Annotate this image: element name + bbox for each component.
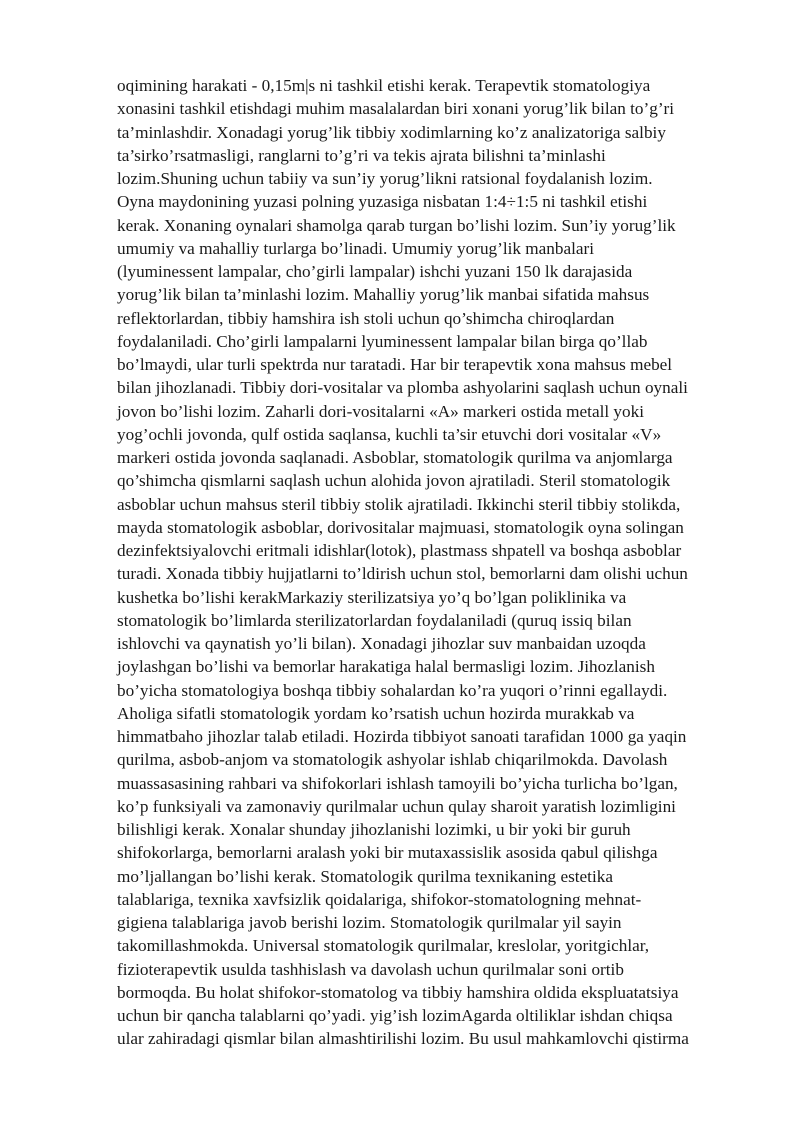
text-line: lozim.Shuning uchun tabiiy va sun’iy yorug’likni ratsional foydalanish lozim. [117,169,653,188]
text-line: yorug’lik bilan ta’minlashi lozim. Mahalliy yorug’lik manbai sifatida mahsus [117,285,650,305]
text-line: takomillashmokda. Universal stomatologik qurilmalar, kreslolar, yoritgichlar, [117,936,650,956]
text-line: bo’lmaydi, ular turli spektrda nur taratadi. Har bir terapevtik xona mahsus mebel [117,355,673,374]
text-line: mo’ljallangan bo’lishi kerak. Stomatologik qurilma texnikaning estetika [117,866,613,886]
text-line: muassasasining rahbari va shifokorlari ishlash tamoyili bo’yicha turlicha bo’lgan, [117,773,678,793]
text-line: bilan jihozlanadi. Tibbiy dori-vositalar va plomba ashyolarini saqlash uchun oynali [117,378,688,398]
text-line: qurilma, asbob-anjom va stomatologik ashyolar ishlab chiqarilmokda. Davolash [117,750,668,770]
text-line: xonasini tashkil etishdagi muhim masalalardan biri xonani yorug’lik bilan to’g’ri [117,99,675,119]
text-line: jovon bo’lishi lozim. Zaharli dori-vositalarni «A» markeri ostida metall yoki [117,401,644,421]
text-line: dezinfektsiyalovchi eritmali idishlar(lotok), plastmass shpatell va boshqa asboblar [117,541,682,560]
text-line: umumiy va mahalliy turlarga bo’linadi. Umumiy yorug’lik manbalari [117,238,595,258]
text-line: Oyna maydonining yuzasi polning yuzasiga nisbatan 1:4÷1:5 ni tashkil etishi [117,192,648,212]
text-line: foydalaniladi. Cho’girli lampalarni lyuminessent lampalar bilan birga qo’llab [117,331,648,351]
text-line: markeri ostida jovonda saqlanadi. Asboblar, stomatologik qurilma va anjomlarga [117,448,673,467]
text-line: ular zahiradagi qismlar bilan almashtirilishi lozim. Bu usul mahkamlovchi qistirma [117,1029,689,1049]
text-line: yog’ochli jovonda, qulf ostida saqlansa, kuchli ta’sir etuvchi dori vositalar «V» [117,424,662,444]
text-line: fizioterapevtik usulda tashhislash va davolash uchun qurilmalar soni ortib [117,959,624,979]
text-line: asboblar uchun mahsus steril tibbiy stolik ajratiladi. Ikkinchi steril tibbiy stolikda, [117,494,681,514]
text-line: bo’yicha stomatologiya boshqa tibbiy sohalardan ko’ra yuqori o’rinni egallaydi. [117,680,668,700]
text-line: turadi. Xonada tibbiy hujjatlarni to’ldirish uchun stol, bemorlarni dam olishi uchun [117,564,688,584]
text-line: qo’shimcha qismlarni saqlash uchun alohida jovon ajratiladi. Steril stomatologik [117,471,671,491]
text-line: ta’minlashdir. Xonadagi yorug’lik tibbiy xodimlarning ko’z analizatoriga salbiy [117,122,666,142]
text-line: gigiena talablariga javob berishi lozim. Stomatologik qurilmalar yil sayin [117,913,622,932]
text-line: talablariga, texnika xavfsizlik qoidalariga, shifokor-stomatologning mehnat- [117,889,642,909]
text-line: kerak. Xonaning oynalari shamolga qarab turgan bo’lishi lozim. Sun’iy yorug’lik [117,215,676,235]
text-line: mayda stomatologik asboblar, dorivositalar majmuasi, stomatologik oyna solingan [117,517,684,537]
text-line: shifokorlarga, bemorlarni aralash yoki bir mutaxassislik asosida qabul qilishga [117,843,658,863]
text-line: bilishligi kerak. Xonalar shunday jihozlanishi lozimki, u bir yoki bir guruh [117,820,631,839]
text-line: reflektorlardan, tibbiy hamshira ish stoli uchun qo’shimcha chiroqlardan [117,308,615,328]
text-line: ko’p funksiyali va zamonaviy qurilmalar uchun qulay sharoit yaratish lozimligini [117,796,676,816]
text-line: joylashgan bo’lishi va bemorlar harakatiga halal bermasligi lozim. Jihozlanish [117,657,655,677]
text-line: ishlovchi va qaynatish yo’li bilan). Xonadagi jihozlar suv manbaidan uzoqda [117,634,646,653]
body-text [117,74,757,1051]
text-line: stomatologik bo’limlarda sterilizatorlardan foydalaniladi (quruq issiq bilan [117,610,632,630]
text-line: oqimining harakati - 0,15m|s ni tashkil etishi kerak. Terapevtik stomatologiya [117,76,651,95]
text-line: ta’sirko’rsatmasligi, ranglarni to’g’ri va tekis ajrata bilishni ta’minlashi [117,145,606,165]
text-line: himmatbaho jihozlar talab etiladi. Hozirda tibbiyot sanoati tarafidan 1000 ga yaqin [117,727,687,746]
text-line: kushetka bo’lishi kerakMarkaziy sterilizatsiya yo’q bo’lgan poliklinika va [117,587,627,607]
text-line: Aholiga sifatli stomatologik yordam ko’rsatish uchun hozirda murakkab va [117,703,635,723]
text-line: uchun bir qancha talablarni qo’yadi. yig’ish lozimAgarda oltiliklar ishdan chiqsa [117,1006,673,1025]
text-line: (lyuminessent lampalar, cho’girli lampalar) ishchi yuzani 150 lk darajasida [117,262,633,281]
text-line: bormoqda. Bu holat shifokor-stomatolog va tibbiy hamshira oldida ekspluatatsiya [117,982,679,1002]
